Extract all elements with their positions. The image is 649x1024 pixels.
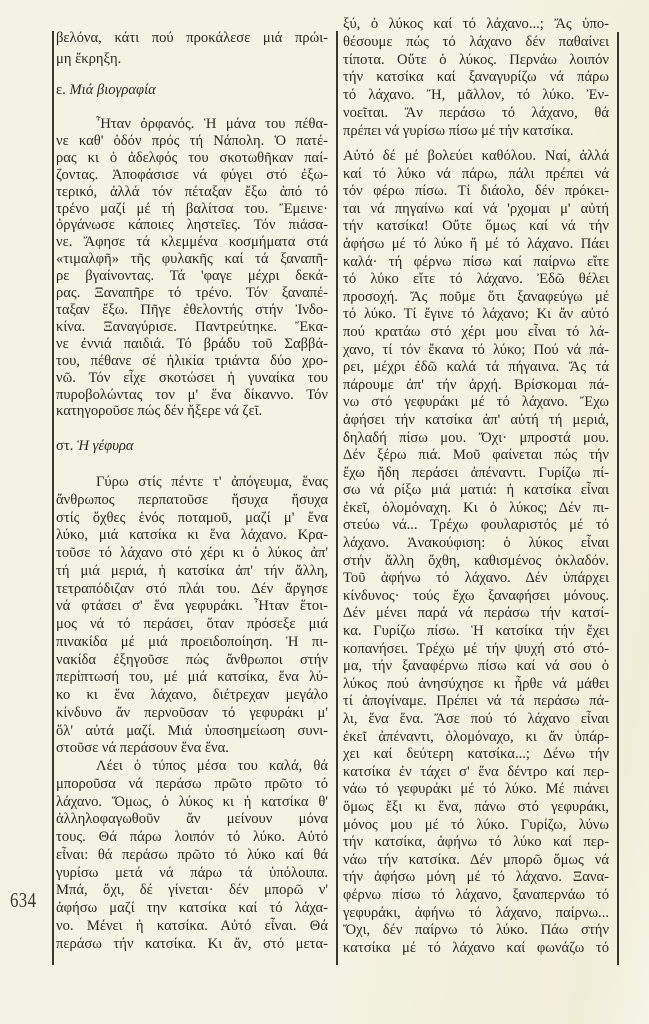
text-line: πυροβολώντας τον μ' ἕνα δίκαννο. Τόν bbox=[56, 386, 328, 403]
text-line: λάχανο. Ἀνακούφιση: ὁ λύκος εἶναι bbox=[343, 535, 609, 552]
text-line: φέρνω πίσω τό λάχανο, ξαναπερνάω τό bbox=[343, 886, 609, 903]
text-line: βελόνα, κάτι πού προκάλεσε μιά πρώι- bbox=[56, 30, 328, 46]
text-line: Ἦταν ὀρφανός. Ἡ μάνα του πέθα- bbox=[96, 116, 328, 132]
right-paragraph-2 bbox=[343, 148, 609, 957]
text-line: κίνδυνος· τούς ἔχω ξαναφήσει μόνους. bbox=[343, 587, 609, 604]
text-line: λύκος πού ἀνησύχησε κι ἦρθε νά μάθει bbox=[343, 675, 609, 692]
text-line: Ὄχι, δέν παίρνω τό λύκο. Πάω στήν bbox=[343, 922, 609, 939]
text-line: καλά· τή φέρνω πίσω καί παίρνω εἴτε bbox=[343, 253, 609, 270]
text-line: τίποτα. Οὔτε ὁ λύκος. Περνάω λοιπόν bbox=[343, 51, 609, 68]
text-line: ἀφήσω μαζί την κατσίκα καί τό λάχα- bbox=[56, 900, 328, 916]
column-rule-middle bbox=[336, 31, 338, 965]
text-line: κατσίκα μέ τό λάχανο καί φωνάζω τό bbox=[343, 939, 609, 956]
text-line: Δέν ξέρω πιά. Μοῦ φαίνεται πώς τήν bbox=[343, 447, 609, 464]
text-line: τήν κατσίκα καί ξαναγυρίζω νά πάρω bbox=[343, 69, 609, 86]
text-line: του, πέθανε σέ ἡλικία τριάντα δύο χρο- bbox=[56, 352, 328, 369]
text-line: τί ἀπογίναμε. Πρέπει νά τά περάσω πά- bbox=[343, 693, 609, 710]
text-line: λάχανο. Ὅμως, ὁ λύκος κι ἡ κατσίκα θ' bbox=[56, 793, 328, 810]
text-line: ἐκεῖ, ὁλομόναχη. Κι ὁ λύκος; Δέν πι- bbox=[343, 499, 609, 516]
text-line: τό λάχανο. Ἤ, μᾶλλον, τό λύκο. Ἐν- bbox=[343, 87, 609, 104]
text-line: γυρίσω μετά νά πάρω τά ὑπόλοιπα. bbox=[56, 864, 328, 881]
text-line: στίς ὄχθες ἑνός ποταμοῦ, μαζί μ' ἕνα bbox=[56, 509, 328, 526]
text-line: τοῦσε τό λάχανο στό χέρι κι ὁ λύκος ἀπ' bbox=[56, 545, 328, 561]
page-number: 634 bbox=[10, 888, 37, 912]
text-line: Τοῦ ἀφήνω τό λάχανο. Δέν ὑπάρχει bbox=[343, 570, 609, 587]
text-line: ται νά πηγαίνω καί νά 'ρχομαι μ' αὐτή bbox=[343, 200, 609, 217]
column-rule-left bbox=[52, 31, 54, 965]
text-line: ζοντας. Ἀποφάσισε νά φύγει στό ἐξω- bbox=[56, 166, 328, 183]
text-line: τόν φέρω πίσω. Τί διάολο, δέν πρόκει- bbox=[343, 183, 609, 200]
biography-paragraph bbox=[56, 116, 328, 420]
section-title: Μιά βιογραφία bbox=[69, 82, 156, 98]
text-line: στοῦσε νά περάσουν ἕνα ἕνα. bbox=[56, 740, 229, 757]
text-line: θέσουμε πώς τό λάχανο δέν παθαίνει bbox=[343, 33, 609, 50]
text-line: Αὐτό δέ μέ βολεύει καθόλου. Ναί, ἀλλά bbox=[343, 148, 609, 164]
section-heading-biography bbox=[56, 80, 156, 100]
text-line: νο. Μένει ἡ κατσίκα. Αὐτό εἶναι. Θά bbox=[56, 917, 328, 934]
text-line: νε. Ἄφησε τά κλεμμένα κοσμήματα στά bbox=[56, 234, 328, 251]
text-line: ταξαν ἔξω. Πῆγε ἐθελοντής στήν Ἰνδο- bbox=[56, 301, 328, 318]
text-line: Μπά, ὄχι, δέ γίνεται· δέν μπορῶ ν' bbox=[56, 882, 328, 899]
text-line: ρας κι ὁ ἀδελφός του σκοτωθῆκαν παί- bbox=[56, 149, 328, 166]
right-paragraph-1 bbox=[343, 16, 609, 141]
text-line: ἔχω ἤδη περάσει ἀπέναντι. Γυρίζω πί- bbox=[343, 464, 609, 481]
section-heading-bridge bbox=[56, 436, 134, 456]
text-line: περίπτωσή του, μέ μιά κατσίκα, ἕνα λύ- bbox=[56, 669, 328, 686]
text-line: Λέει ὁ τύπος μέσα του καλά, θά bbox=[96, 758, 328, 774]
text-line: νάω τήν κατσίκα. Δέν μπορῶ ὅμως νά bbox=[343, 851, 609, 868]
section-number: ε. bbox=[56, 82, 66, 98]
text-line: τή μιά μεριά, ἡ κατσίκα ἀπ' τήν ἄλλη, bbox=[56, 562, 328, 579]
text-line: κίνα. Ξαναγύρισε. Παντρεύτηκε. Ἔκα- bbox=[56, 318, 328, 335]
text-line: ἀφήσω μέ τό λύκο ἤ μέ τό λάχανο. Πάει bbox=[343, 235, 609, 252]
text-line: μος νά τό περάσει, ὅταν πρόσεξε μιά bbox=[56, 616, 328, 632]
text-line: νε καθ' ὁδόν πρός τή Νάπολη. Ὁ πατέ- bbox=[56, 132, 328, 149]
text-line: τήν ἀφήσω μόνη μέ τό λάχανο. Ξανα- bbox=[343, 869, 609, 886]
text-line: ρει, μέχρι ἐδῶ καλά τά πήγαινα. Ἄς τά bbox=[343, 359, 609, 376]
text-line: νω στό γεφυράκι μέ τό λάχανο. Ἔχω bbox=[343, 394, 609, 411]
text-line: τήν κατσίκα! Οὔτε ὅμως καί νά τήν bbox=[343, 218, 609, 235]
text-line: τό λύκο εἴτε τό λάχανο. Ἐδῶ θέλει bbox=[343, 271, 609, 288]
text-line: μα, τήν ξαναφέρνω πίσω καί νά σου ὁ bbox=[343, 658, 609, 675]
text-line: γεφυράκι, ἀφήνω τό λάχανο, παίρνω... bbox=[343, 904, 609, 921]
text-line: μόνος μου μέ τό λύκο. Γυρίζω, λύνω bbox=[343, 816, 609, 833]
text-line: ἀφήσει τήν κατσίκα ἀπ' αὐτή τή μεριά, bbox=[343, 411, 609, 428]
text-line: νῶ. Τόν εἶχε σκοτώσει ἡ γυναίκα του bbox=[56, 369, 328, 386]
text-line: Γύρω στίς πέντε τ' ἀπόγευμα, ἕνας bbox=[96, 474, 328, 490]
text-line: χανο, τί τόν ἔκανα τό λύκο; Πού νά πά- bbox=[343, 341, 609, 358]
text-line: πάρουμε ἀπ' τήν ἀρχή. Βρίσκομαι πά- bbox=[343, 376, 609, 393]
text-line: περάσω τήν κατσίκα. Κι ἄν, στό μετα- bbox=[56, 935, 328, 952]
text-line: κατσίκα ἐν τάχει σ' ἕνα δέντρο καί περ- bbox=[343, 763, 609, 780]
text-line: μποροῦσα νά περάσω πρῶτο πρῶτο τό bbox=[56, 775, 328, 792]
text-line: τήν κατσίκα, ἀφήνω τό λύκο καί περ- bbox=[343, 834, 609, 851]
bridge-paragraph-2 bbox=[56, 758, 328, 953]
text-line: νάω τό γεφυράκι μέ τό λύκο. Μέ πιάνει bbox=[343, 781, 609, 798]
text-line: ρε βγαίνοντας. Τά 'φαγε μέχρι δεκά- bbox=[56, 268, 328, 285]
text-line: ὅλ' αὐτά μαζί. Μιά ὑποσημείωση συνι- bbox=[56, 722, 328, 739]
text-line: πού κρατάω στό χέρι μου εἶναι τό λά- bbox=[343, 323, 609, 340]
text-line: νε ἐννιά παιδιά. Τό βράδυ τοῦ Σαββά- bbox=[56, 335, 328, 352]
section-title: Ἡ γέφυρα bbox=[77, 438, 134, 454]
text-line: τους. Θά πάρω λοιπόν τό λύκο. Αὐτό bbox=[56, 829, 328, 845]
text-line: ἐκεῖ ἀπέναντι, ὁλομόναχο, κι ἄν ὑπάρ- bbox=[343, 728, 609, 745]
text-line: πινακίδα μέ μιά προειδοποίηση. Ἡ πι- bbox=[56, 633, 328, 650]
text-line: ὅμως ἔξι κι ἕνα, πάνω στό γεφυράκι, bbox=[343, 798, 609, 815]
text-line: τερικό, ἀλλά τόν πέταξαν ἔξω ἀπό τό bbox=[56, 183, 328, 200]
text-line: κίνδυνο ἄν περνοῦσαν τό γεφυράκι μ' bbox=[56, 704, 328, 721]
text-line: πρέπει νά γυρίσω πίσω μέ τήν κατσίκα. bbox=[343, 122, 574, 139]
continued-paragraph bbox=[56, 28, 328, 70]
text-line: κοπανήσει. Τρέχω μέ τήν ψυχή στό στό- bbox=[343, 640, 609, 657]
text-line: λι, ἕνα ἕνα. Ἄσε πού τό λάχανο εἶναι bbox=[343, 711, 609, 727]
text-line: χει καί δεύτερη κατσίκα...; Δένω τήν bbox=[343, 746, 609, 763]
text-line: ρας. Ξαναπῆρε τό τρένο. Τόν ξαναπέ- bbox=[56, 285, 328, 302]
text-line: λύκο, μιά κατσίκα κι ἕνα λάχανο. Κρα- bbox=[56, 527, 328, 544]
column-rule-right bbox=[617, 32, 619, 965]
text-line: σω νά ρίξω μιά ματιά: ἡ κατσίκα εἶναι bbox=[343, 482, 609, 499]
text-line: ἄνθρωπος περπατοῦσε ἥσυχα ἥσυχα bbox=[56, 491, 328, 508]
text-line: «τιμαλφῆ» τῆς φυλακῆς καί τά ξαναπῆ- bbox=[56, 251, 328, 268]
text-line: στήν ἄλλη ὄχθη, καθισμένος ὀκλαδόν. bbox=[343, 552, 609, 569]
text-line: προσοχή. Ἄς ποῦμε ὅτι ξαναφεύγω μέ bbox=[343, 288, 609, 305]
text-line: τό λύκο. Τί ἔγινε τό λάχανο; Κι ἄν αὐτό bbox=[343, 306, 609, 323]
text-line: στεύω νά... Τρέχω φουλαριστός μέ τό bbox=[343, 517, 609, 534]
text-line: μη ἔκρηξη. bbox=[56, 51, 122, 67]
bridge-paragraph-1 bbox=[56, 474, 328, 758]
text-line: κο κι ἕνα λάχανο, διέτρεχαν μεγάλο bbox=[56, 687, 328, 703]
text-line: τρένο μαζί μέ τή βαλίτσα του. Ἔμεινε· bbox=[56, 200, 328, 217]
text-line: τετραπόδιζαν στό πλάι του. Δέν ἄργησε bbox=[56, 580, 328, 597]
text-line: Δέν μένει παρά νά περάσω τήν κατσί- bbox=[343, 605, 609, 622]
text-line: ξύ, ὁ λύκος καί τό λάχανο...; Ἄς ὑπο- bbox=[343, 16, 609, 32]
text-line: νά φτάσει σ' ἕνα γεφυράκι. Ἦταν ἕτοι- bbox=[56, 598, 328, 615]
text-line: κατηγοροῦσε πώς δέν ἤξερε νά ζεῖ. bbox=[56, 403, 263, 420]
text-line: ὀργάνωσε κάποιες ληστεῖες. Τόν πιάσα- bbox=[56, 217, 328, 234]
text-line: νοεῖται. Ἄν περάσω τό λάχανο, θά bbox=[343, 104, 609, 121]
section-number: στ. bbox=[56, 438, 74, 454]
text-line: ἀλληλοφαγωθοῦν ἄν μείνουν μόνα bbox=[56, 811, 328, 828]
text-line: δηλαδή πίσω μου. Ὄχι· μπροστά μου. bbox=[343, 429, 609, 446]
bridge-story bbox=[56, 474, 328, 953]
text-line: καί τό λύκο νά πάρω, πάλι πρέπει νά bbox=[343, 165, 609, 182]
text-line: εἶναι: θά περάσω πρῶτο τό λύκο καί θά bbox=[56, 846, 328, 863]
text-line: νακίδα ἐξηγοῦσε πώς ἄνθρωποι στήν bbox=[56, 651, 328, 668]
text-line: κα. Γυρίζω πίσω. Ἡ κατσίκα τήν ἔχει bbox=[343, 623, 609, 640]
